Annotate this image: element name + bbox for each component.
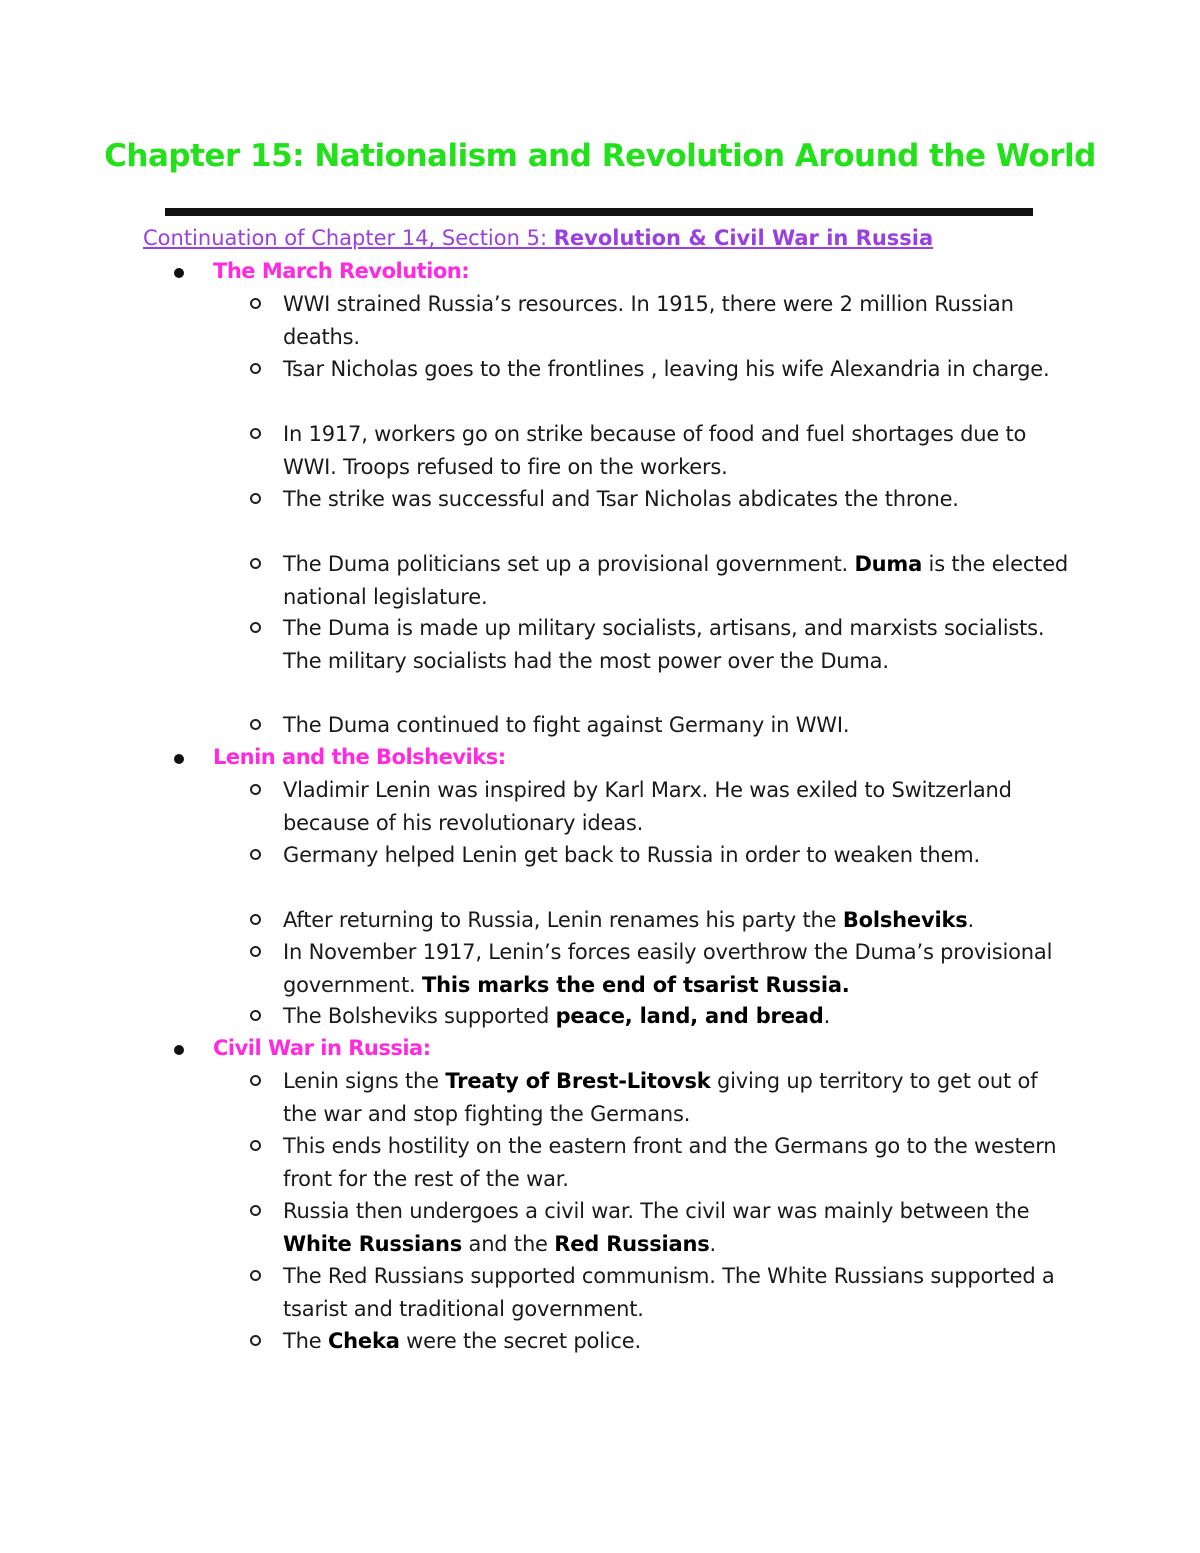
- list-item: The Red Russians supported communism. The White Russians supported a tsarist and traditional government.: [283, 1264, 1055, 1321]
- sub-bullet: [250, 558, 261, 569]
- sub-bullet: [250, 946, 261, 957]
- sub-bullet: [250, 849, 261, 860]
- page-title: Chapter 15: Nationalism and Revolution Around the World: [104, 138, 1096, 174]
- sub-bullet: [250, 1270, 261, 1281]
- term-bolsheviks: Bolsheviks: [842, 908, 968, 932]
- subtitle-prefix: Continuation of Chapter 14, Section 5:: [143, 226, 554, 250]
- section-heading-lenin-bolsheviks: Lenin and the Bolsheviks:: [213, 745, 506, 769]
- bullet-dot: [174, 268, 184, 278]
- sub-bullet: [250, 428, 261, 439]
- sub-bullet: [250, 1335, 261, 1346]
- list-item: The Duma continued to fight against Germany in WWI.: [283, 713, 850, 737]
- list-item: Russia then undergoes a civil war. The civil war was mainly between the White Russians and the Red Russians.: [283, 1199, 1030, 1256]
- sub-bullet: [250, 914, 261, 925]
- list-item: Lenin signs the Treaty of Brest-Litovsk giving up territory to get out of the war and stop fighting the Germans.: [283, 1069, 1038, 1126]
- sub-bullet: [250, 622, 261, 633]
- sub-bullet: [250, 1205, 261, 1216]
- list-item: The Duma politicians set up a provisional government. Duma is the elected national legislature.: [283, 552, 1069, 609]
- list-item: The strike was successful and Tsar Nicholas abdicates the throne.: [283, 487, 959, 511]
- section-subtitle: [143, 226, 933, 250]
- list-item: The Cheka were the secret police.: [283, 1329, 641, 1353]
- list-item: The Bolsheviks supported peace, land, and bread.: [283, 1004, 831, 1028]
- list-item: Vladimir Lenin was inspired by Karl Marx. He was exiled to Switzerland because of his revolutionary ideas.: [283, 778, 1012, 835]
- term-end-of-tsarist-russia: This marks the end of tsarist Russia.: [421, 972, 850, 997]
- sub-bullet: [250, 363, 261, 374]
- term-white-russians: White Russians: [283, 1231, 463, 1256]
- sub-bullet: [250, 493, 261, 504]
- sub-bullet: [250, 784, 261, 795]
- sub-bullet: [250, 1075, 261, 1086]
- term-duma: Duma: [854, 552, 923, 576]
- term-treaty-brest-litovsk: Treaty of Brest-Litovsk: [445, 1069, 711, 1093]
- list-item: After returning to Russia, Lenin renames his party the Bolsheviks.: [283, 908, 974, 932]
- list-item: The Duma is made up military socialists, artisans, and marxists socialists. The military socialists had the most power over the Duma.: [283, 616, 1045, 673]
- term-peace-land-bread: peace, land, and bread: [555, 1004, 824, 1028]
- list-item: WWI strained Russia’s resources. In 1915, there were 2 million Russian deaths.: [283, 292, 1014, 349]
- bullet-dot: [174, 754, 184, 764]
- list-item: Tsar Nicholas goes to the frontlines , leaving his wife Alexandria in charge.: [283, 357, 1050, 381]
- sub-bullet: [250, 298, 261, 309]
- list-item: This ends hostility on the eastern front and the Germans go to the western front for the rest of the war.: [283, 1134, 1057, 1191]
- list-item: Germany helped Lenin get back to Russia in order to weaken them.: [283, 843, 980, 867]
- list-item: In November 1917, Lenin’s forces easily overthrow the Duma’s provisional government. This marks the end of tsarist Russia.: [283, 940, 1053, 997]
- sub-bullet: [250, 719, 261, 730]
- title-divider: [165, 208, 1033, 216]
- sub-bullet: [250, 1010, 261, 1021]
- sub-bullet: [250, 1140, 261, 1151]
- list-item: In 1917, workers go on strike because of food and fuel shortages due to WWI. Troops refused to fire on the workers.: [283, 422, 1027, 479]
- bullet-dot: [174, 1045, 184, 1055]
- term-red-russians: Red Russians: [554, 1231, 710, 1256]
- term-cheka: Cheka: [327, 1329, 400, 1353]
- section-heading-march-revolution: The March Revolution:: [213, 259, 470, 283]
- section-heading-civil-war: Civil War in Russia:: [213, 1036, 431, 1060]
- subtitle-topic: Revolution & Civil War in Russia: [553, 226, 934, 250]
